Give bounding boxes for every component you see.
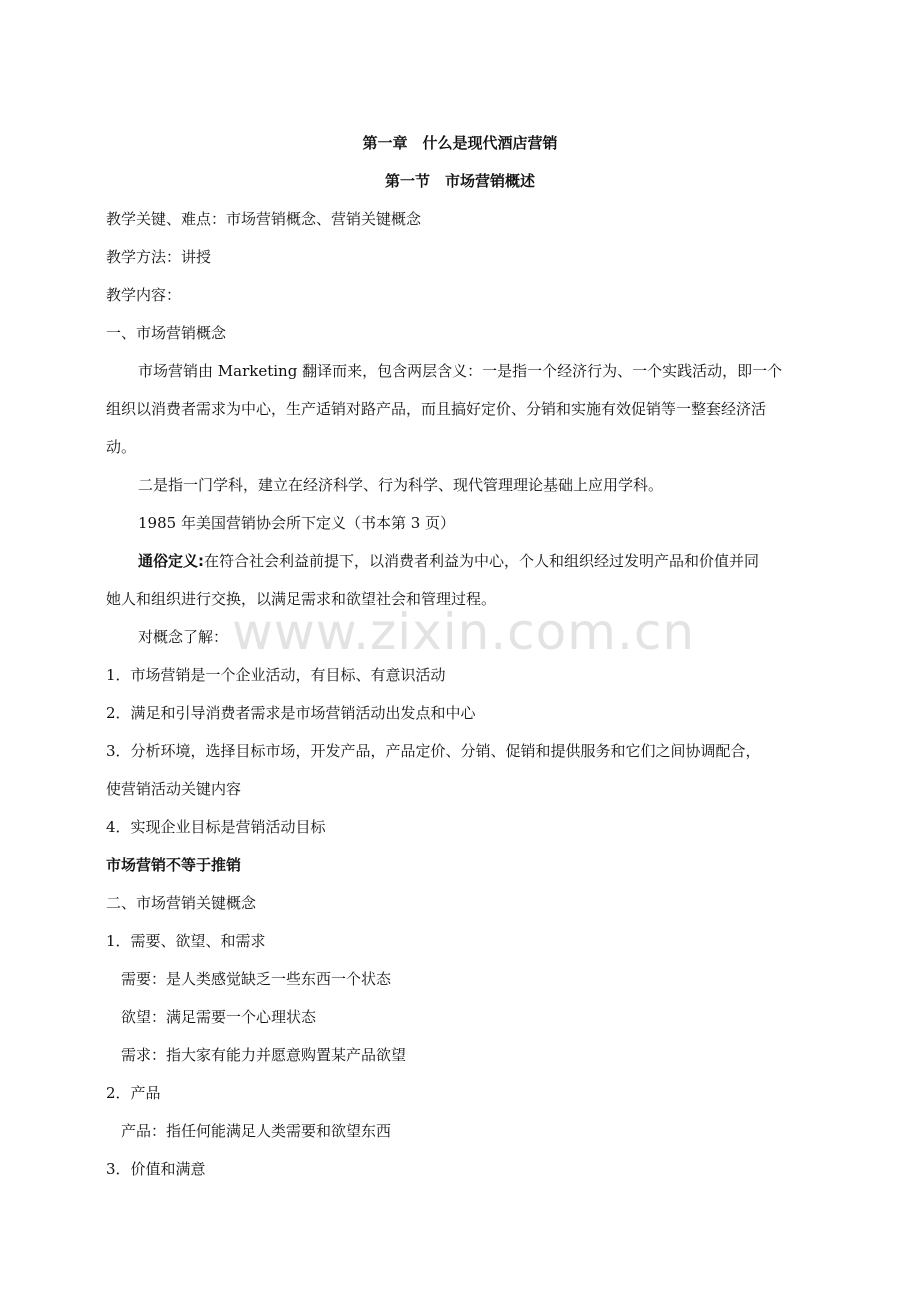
point-1: 1．市场营销是一个企业活动，有目标、有意识活动: [106, 666, 446, 684]
want-definition: 欲望：满足需要一个心理状态: [121, 1008, 317, 1026]
para3-line: 1985 年美国营销协会所下定义（书本第 3 页）: [138, 514, 456, 532]
understanding-label: 对概念了解：: [138, 628, 229, 646]
section-title: 第一节 市场营销概述: [384, 172, 535, 190]
method-line: 教学方法：讲授: [106, 248, 212, 266]
watermark: www.zixin.com.cn: [232, 603, 696, 661]
concept-2-title: 2．产品: [106, 1084, 161, 1102]
common-definition-text: 在符合社会利益前提下，以消费者利益为中心，个人和组织经过发明产品和价值并同: [204, 552, 760, 570]
common-definition-label: 通俗定义:: [138, 552, 204, 570]
content-label: 教学内容：: [106, 286, 182, 304]
point-2: 2．满足和引导消费者需求是市场营销活动出发点和中心: [106, 704, 476, 722]
key-points-line: 教学关键、难点：市场营销概念、营销关键概念: [106, 210, 422, 228]
point-4: 4．实现企业目标是营销活动目标: [106, 818, 326, 836]
not-equal-statement: 市场营销不等于推销: [106, 856, 242, 874]
common-definition-line1: [138, 551, 822, 571]
part1-heading: 一、市场营销概念: [106, 324, 227, 342]
para1-line2: 组织以消费者需求为中心，生产适销对路产品，而且搞好定价、分销和实施有效促销等一整套经济活: [106, 400, 767, 418]
para1-line1: 市场营销由 Marketing 翻译而来，包含两层含义：一是指一个经济行为、一个实践活动，即一个: [138, 362, 783, 380]
para2-line: 二是指一门学科，建立在经济科学、行为科学、现代管理理论基础上应用学科。: [138, 476, 664, 494]
part2-heading: 二、市场营销关键概念: [106, 894, 257, 912]
concept-3-title: 3．价值和满意: [106, 1160, 206, 1178]
concept-1-title: 1．需要、欲望、和需求: [106, 932, 266, 950]
need-definition: 需要：是人类感觉缺乏一些东西一个状态: [121, 970, 392, 988]
chapter-title: 第一章 什么是现代酒店营销: [362, 134, 558, 152]
common-definition-line2: 她人和组织进行交换，以满足需求和欲望社会和管理过程。: [106, 590, 497, 608]
product-definition: 产品：指任何能满足人类需要和欲望东西: [121, 1122, 392, 1140]
point-3-line2: 使营销活动关键内容: [106, 780, 242, 798]
demand-definition: 需求：指大家有能力并愿意购置某产品欲望: [121, 1046, 407, 1064]
para1-line3: 动。: [106, 438, 137, 456]
point-3-line1: 3．分析环境，选择目标市场，开发产品，产品定价、分销、促销和提供服务和它们之间协调配合，: [106, 742, 761, 760]
